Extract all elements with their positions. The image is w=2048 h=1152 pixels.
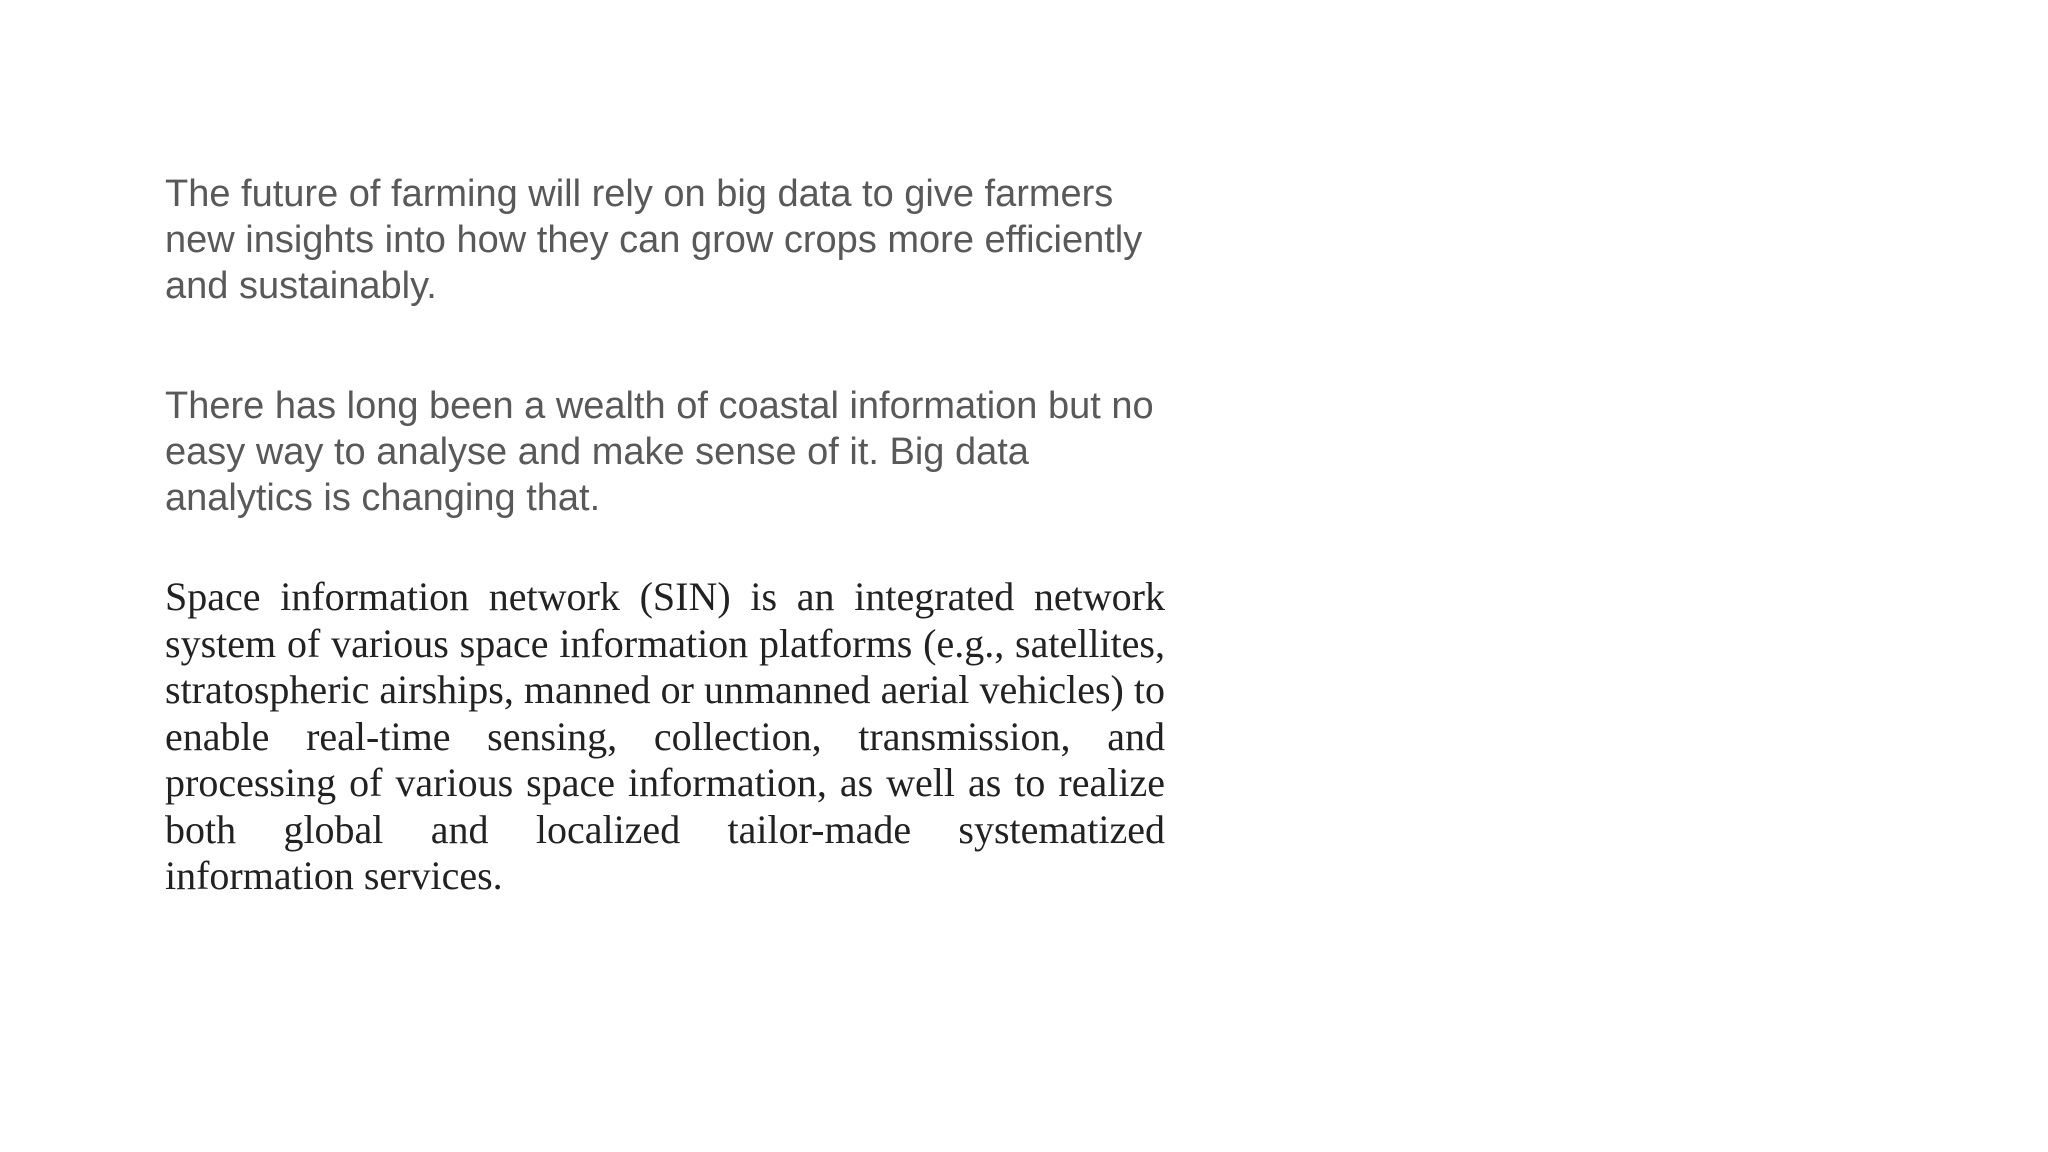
sin-paragraph: Space information network (SIN) is an integrated network system of various space information platforms (e.g., satellites, stratospheric airships, manned or unmanned aerial vehicles) to enable real-time sensing, collection, transmission, and processing of various space information, as well as to realize both global and localized tailor-made systematized information services. [165, 574, 1165, 898]
coastal-paragraph: There has long been a wealth of coastal information but no easy way to analyse and make sense of it. Big data analytics is changing that. [165, 385, 1154, 519]
farming-paragraph: The future of farming will rely on big data to give farmers new insights into how they can grow crops more efficiently and sustainably. [165, 173, 1143, 307]
